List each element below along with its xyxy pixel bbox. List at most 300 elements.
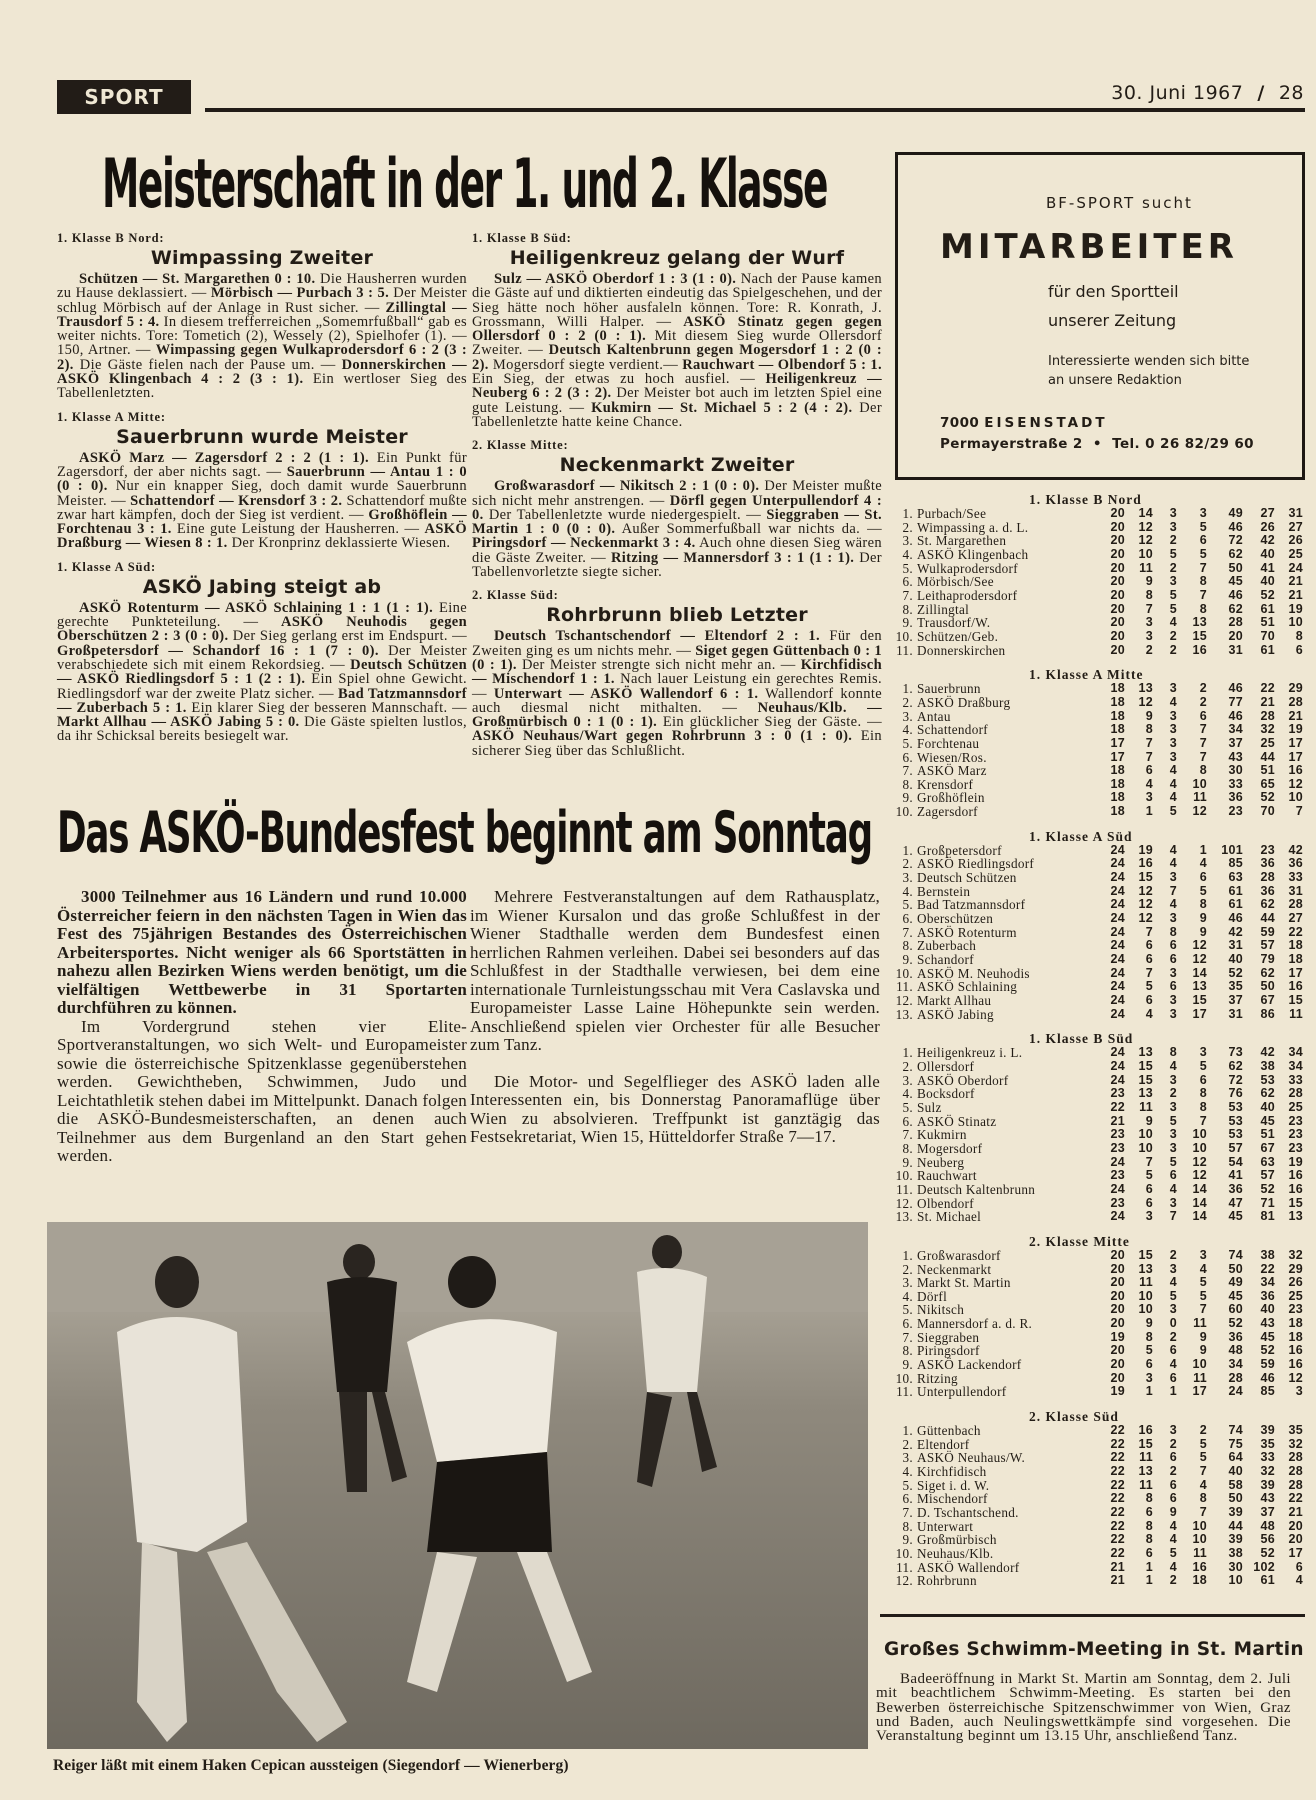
draws: 8 xyxy=(1169,924,1177,939)
match-report: Eine gute Leistung der Hausherren. — xyxy=(171,521,425,538)
table-row xyxy=(893,844,1307,858)
rank: 10. xyxy=(895,1168,913,1184)
points: 16 xyxy=(1288,1181,1303,1196)
rank: 1. xyxy=(902,681,913,697)
draws: 2 xyxy=(1169,1436,1177,1451)
games: 20 xyxy=(1110,1343,1125,1358)
losses: 11 xyxy=(1193,1545,1207,1560)
wins: 6 xyxy=(1145,993,1153,1007)
draws: 5 xyxy=(1169,1113,1177,1128)
wins: 5 xyxy=(1145,1168,1153,1183)
match-result: ASKÖ Marz — Zagersdorf 2 : 2 (1 : 1). xyxy=(79,449,370,466)
team: Schandorf xyxy=(917,952,974,968)
wins: 8 xyxy=(1145,1329,1153,1344)
goals-against: 38 xyxy=(1260,1247,1275,1262)
games: 24 xyxy=(1110,911,1125,926)
table-row xyxy=(893,1533,1307,1547)
team: Mogersdorf xyxy=(917,1140,983,1156)
team: ASKÖ Lackendorf xyxy=(917,1357,1022,1373)
goals-against: 52 xyxy=(1260,1181,1275,1196)
team: Trausdorf/W. xyxy=(917,615,991,631)
match-report: Nach lauer Leistung ein gerechtes Remis. — xyxy=(472,671,883,702)
table-row xyxy=(893,1506,1307,1520)
article-paragraph: Mehrere Festveranstaltungen auf dem Rathausplatz, im Wiener Kursalon und das große Schlußfest in der Wiener Stadthalle werden dem Bundesfest einen herrlichen Rahmen verleihen. Dabei sei besonders auf das Schlußfest in der Stadthalle verwiesen, bei dem eine internationale Turnleistungsschau mit Vera Caslavska und Europameister Lasse Laine Höhepunkte sein werden. Anschließend spielen vier Orchester für alle Besucher zum Tanz. xyxy=(470,887,880,1054)
games: 20 xyxy=(1110,587,1125,602)
league-table xyxy=(893,830,1307,1022)
rank: 10. xyxy=(895,1545,913,1561)
goals-for: 31 xyxy=(1228,1006,1243,1021)
team: Olbendorf xyxy=(917,1195,974,1211)
goals-against: 85 xyxy=(1260,1384,1275,1399)
draws: 6 xyxy=(1169,1370,1177,1385)
games: 24 xyxy=(1110,1072,1125,1087)
draws: 1 xyxy=(1169,1384,1177,1399)
draws: 4 xyxy=(1169,615,1177,630)
goals-for: 28 xyxy=(1228,1370,1243,1385)
games: 22 xyxy=(1110,1477,1125,1492)
table-row xyxy=(893,1197,1307,1211)
team: Krensdorf xyxy=(917,776,974,792)
losses: 7 xyxy=(1199,1464,1207,1479)
wins: 8 xyxy=(1145,1518,1153,1533)
wins: 12 xyxy=(1138,883,1153,898)
goals-against: 57 xyxy=(1260,1168,1275,1183)
table-title: 2. Klasse Süd xyxy=(1029,1409,1119,1425)
wins: 15 xyxy=(1138,1436,1153,1451)
match-result: ASKÖ Neuhodis gegen Oberschützen 2 : 3 (0 : 0). xyxy=(57,614,467,645)
games: 21 xyxy=(1110,1113,1125,1128)
goals-against: 39 xyxy=(1260,1477,1275,1492)
match-report: Der Tabellenvorletzte siegte sicher. xyxy=(472,549,882,581)
points: 25 xyxy=(1288,1288,1303,1303)
ad-intro: BF-SPORT sucht xyxy=(1046,194,1193,212)
games: 19 xyxy=(1110,1329,1125,1344)
draws: 0 xyxy=(1169,1316,1177,1331)
team: Großhöflein xyxy=(917,790,985,806)
losses: 4 xyxy=(1199,1477,1207,1492)
goals-for: 42 xyxy=(1228,924,1243,939)
goals-for: 57 xyxy=(1228,1140,1243,1155)
losses: 9 xyxy=(1199,924,1207,939)
wins: 2 xyxy=(1145,642,1153,657)
goals-for: 30 xyxy=(1228,763,1243,778)
losses: 6 xyxy=(1199,1072,1207,1087)
rank: 9. xyxy=(902,952,913,968)
points: 18 xyxy=(1288,1329,1303,1344)
games: 18 xyxy=(1110,776,1125,791)
losses: 5 xyxy=(1199,1450,1207,1465)
points: 34 xyxy=(1288,1045,1303,1060)
match-result: Neuhaus/Klb. — Großmürbisch 0 : 1 (0 : 1). xyxy=(472,699,882,731)
match-photo xyxy=(47,1222,868,1749)
games: 22 xyxy=(1110,1505,1125,1519)
team: St. Michael xyxy=(917,1209,982,1225)
games: 18 xyxy=(1110,694,1125,709)
asko-article-right xyxy=(470,888,880,1147)
goals-against: 71 xyxy=(1260,1195,1275,1210)
wins: 4 xyxy=(1145,1006,1153,1021)
match-result: Mörbisch — Purbach 3 : 5. xyxy=(210,285,390,302)
table-row xyxy=(893,1101,1307,1115)
wins: 12 xyxy=(1138,911,1153,926)
losses: 3 xyxy=(1199,1045,1207,1060)
wins: 10 xyxy=(1138,1127,1153,1142)
draws: 4 xyxy=(1169,1518,1177,1533)
goals-against: 34 xyxy=(1260,1275,1275,1290)
match-result: Siget gegen Güttenbach 0 : 1 (0 : 1). xyxy=(472,642,882,673)
match-result: Heiligenkreuz — Neuberg 6 : 2 (3 : 2). xyxy=(472,371,882,402)
goals-against: 27 xyxy=(1260,506,1275,520)
goals-for: 40 xyxy=(1228,952,1243,967)
points: 26 xyxy=(1288,533,1303,548)
result-section xyxy=(57,230,467,401)
goals-for: 52 xyxy=(1228,965,1243,980)
rank: 3. xyxy=(902,1450,913,1466)
draws: 6 xyxy=(1169,1343,1177,1358)
ad-line: an unsere Redaktion xyxy=(1048,373,1182,388)
table-row xyxy=(893,912,1307,926)
losses: 12 xyxy=(1192,952,1207,967)
team: Großmürbisch xyxy=(917,1532,997,1548)
rank: 2. xyxy=(902,694,913,710)
games: 18 xyxy=(1110,708,1125,723)
losses: 12 xyxy=(1192,804,1207,819)
team: Oberschützen xyxy=(917,911,994,927)
match-result: ASKÖ Stinatz gegen gegen Ollersdorf 0 : 2 (0 : 1). xyxy=(472,313,882,345)
table-row xyxy=(893,1046,1307,1060)
team: ASKÖ Marz xyxy=(917,763,987,779)
team: Schützen/Geb. xyxy=(917,628,999,644)
goals-against: 35 xyxy=(1260,1436,1275,1451)
team: ASKÖ Schlaining xyxy=(917,979,1018,995)
league-tables xyxy=(893,493,1307,1588)
match-result: Schützen — St. Margarethen 0 : 10. xyxy=(79,271,316,287)
games: 23 xyxy=(1110,1195,1125,1210)
goals-for: 53 xyxy=(1228,1127,1243,1142)
match-report: Ein klarer Sieg der besseren Mannschaft. — xyxy=(186,699,467,716)
wins: 7 xyxy=(1145,601,1153,616)
table-row xyxy=(893,696,1307,710)
draws: 2 xyxy=(1169,642,1177,657)
draws: 3 xyxy=(1169,574,1177,589)
goals-for: 63 xyxy=(1228,870,1243,885)
rank: 11. xyxy=(896,979,913,995)
team: Donnerskirchen xyxy=(917,642,1006,658)
goals-for: 20 xyxy=(1228,628,1243,643)
goals-against: 42 xyxy=(1260,1045,1275,1060)
article-paragraph: Die Motor- und Segelflieger des ASKÖ laden alle Interessenten ein, bis Donnerstag Panoramaflüge über Wien zu absolvieren. Treffpunkt ist ganztägig das Festsekretariat, Wien 15, Hütteldorfer Straße 7—17. xyxy=(470,1071,880,1146)
games: 20 xyxy=(1110,1261,1125,1276)
match-result: Donnerskirchen — ASKÖ Klingenbach 4 : 2 (3 : 1). xyxy=(57,356,467,388)
losses: 5 xyxy=(1199,883,1207,898)
match-result: Ritzing — Mannersdorf 3 : 1 (1 : 1). xyxy=(610,549,855,566)
rank: 6. xyxy=(902,1316,913,1332)
losses: 2 xyxy=(1199,681,1207,696)
goals-for: 62 xyxy=(1228,546,1243,561)
league-table xyxy=(893,493,1307,657)
points: 23 xyxy=(1288,1302,1303,1317)
losses: 8 xyxy=(1199,763,1207,778)
draws: 5 xyxy=(1169,1154,1177,1169)
games: 20 xyxy=(1110,546,1125,561)
draws: 4 xyxy=(1169,1559,1177,1574)
table-row xyxy=(893,885,1307,899)
league-table xyxy=(893,1032,1307,1224)
draws: 3 xyxy=(1169,1195,1177,1210)
losses: 6 xyxy=(1199,708,1207,723)
goals-against: 32 xyxy=(1260,1464,1275,1479)
goals-for: 46 xyxy=(1228,587,1243,602)
points: 17 xyxy=(1288,965,1303,980)
points: 17 xyxy=(1288,1545,1303,1560)
wins: 13 xyxy=(1138,1464,1153,1479)
losses: 16 xyxy=(1192,642,1207,657)
wins: 7 xyxy=(1145,965,1153,980)
draws: 2 xyxy=(1169,1329,1177,1344)
points: 23 xyxy=(1288,1127,1303,1142)
wins: 8 xyxy=(1145,1532,1153,1547)
table-row xyxy=(893,926,1307,940)
section-title: Sauerbrunn wurde Meister xyxy=(116,425,408,448)
wins: 3 xyxy=(1145,790,1153,805)
rank: 3. xyxy=(902,1072,913,1088)
points: 16 xyxy=(1288,763,1303,778)
goals-against: 28 xyxy=(1260,870,1275,885)
match-result: Schattendorf — Krensdorf 3 : 2. xyxy=(130,492,343,509)
draws: 4 xyxy=(1169,1181,1177,1196)
wins: 6 xyxy=(1145,1181,1153,1196)
goals-for: 49 xyxy=(1228,1275,1243,1290)
page-number: 28 xyxy=(1278,82,1304,104)
points: 33 xyxy=(1288,1072,1303,1087)
team: Siget i. d. W. xyxy=(917,1477,990,1493)
wins: 1 xyxy=(1145,1384,1153,1399)
games: 20 xyxy=(1110,560,1125,575)
wins: 8 xyxy=(1145,722,1153,737)
games: 24 xyxy=(1110,938,1125,953)
goals-against: 67 xyxy=(1260,993,1275,1007)
points: 32 xyxy=(1288,1247,1303,1262)
rank: 8. xyxy=(902,601,913,617)
losses: 6 xyxy=(1199,870,1207,885)
losses: 4 xyxy=(1199,1261,1207,1276)
result-section xyxy=(472,587,882,758)
goals-against: 52 xyxy=(1260,587,1275,602)
points: 25 xyxy=(1288,1099,1303,1114)
games: 20 xyxy=(1110,506,1125,520)
draws: 9 xyxy=(1169,1505,1177,1519)
games: 23 xyxy=(1110,1127,1125,1142)
goals-against: 52 xyxy=(1260,1545,1275,1560)
table-row xyxy=(893,1438,1307,1452)
points: 10 xyxy=(1288,615,1303,630)
rank: 11. xyxy=(896,642,913,658)
team: Bad Tatzmannsdorf xyxy=(917,897,1026,913)
team: Zuberbach xyxy=(917,938,977,954)
points: 33 xyxy=(1288,870,1303,885)
rank: 6. xyxy=(902,911,913,927)
wins: 6 xyxy=(1145,952,1153,967)
goals-for: 72 xyxy=(1228,1072,1243,1087)
draws: 2 xyxy=(1169,1247,1177,1262)
wins: 9 xyxy=(1145,1316,1153,1331)
page-header-date xyxy=(1111,82,1304,104)
table-row xyxy=(893,1169,1307,1183)
rank: 1. xyxy=(902,506,913,521)
losses: 5 xyxy=(1199,1288,1207,1303)
goals-for: 52 xyxy=(1228,1316,1243,1331)
draws: 6 xyxy=(1169,938,1177,953)
league-label: 2. Klasse Mitte: xyxy=(472,438,569,453)
rank: 6. xyxy=(902,1113,913,1129)
goals-for: 60 xyxy=(1228,1302,1243,1317)
goals-against: 28 xyxy=(1260,708,1275,723)
rank: 4. xyxy=(902,1086,913,1102)
goals-against: 62 xyxy=(1260,965,1275,980)
table-row xyxy=(893,857,1307,871)
points: 19 xyxy=(1288,722,1303,737)
goals-for: 85 xyxy=(1228,856,1243,871)
table-row xyxy=(893,1317,1307,1331)
losses: 8 xyxy=(1199,1099,1207,1114)
goals-against: 50 xyxy=(1260,979,1275,994)
section-title: Wimpassing Zweiter xyxy=(150,247,374,269)
games: 20 xyxy=(1110,1357,1125,1372)
goals-against: 22 xyxy=(1260,1261,1275,1276)
team: Zagersdorf xyxy=(917,804,978,820)
goals-for: 43 xyxy=(1228,749,1243,764)
team: Antau xyxy=(917,708,951,724)
draws: 7 xyxy=(1169,883,1177,898)
rank: 1. xyxy=(902,1247,913,1263)
games: 22 xyxy=(1110,1532,1125,1547)
team: Sulz xyxy=(917,1099,942,1115)
goals-against: 40 xyxy=(1260,546,1275,561)
draws: 5 xyxy=(1169,804,1177,819)
table-row xyxy=(893,1520,1307,1534)
points: 3 xyxy=(1295,1384,1303,1399)
rank: 13. xyxy=(895,1209,913,1225)
match-report: Der Meister schlug Mörbisch auf der Anlage in Rust sicher. — xyxy=(57,285,467,316)
table-row xyxy=(893,1479,1307,1493)
section-label: SPORT xyxy=(57,80,191,114)
draws: 4 xyxy=(1169,1357,1177,1372)
goals-against: 44 xyxy=(1260,911,1275,926)
team: Purbach/See xyxy=(917,506,987,521)
goals-for: 37 xyxy=(1228,993,1243,1007)
team: Leithaprodersdorf xyxy=(917,587,1018,603)
wins: 3 xyxy=(1145,628,1153,643)
draws: 6 xyxy=(1169,952,1177,967)
rank: 5. xyxy=(902,1477,913,1493)
points: 11 xyxy=(1289,1006,1303,1021)
losses: 14 xyxy=(1192,1209,1207,1224)
draws: 3 xyxy=(1169,519,1177,534)
goals-for: 58 xyxy=(1228,1477,1243,1492)
table-row xyxy=(893,1249,1307,1263)
table-row xyxy=(893,534,1307,548)
table-title: 2. Klasse Mitte xyxy=(1029,1233,1130,1249)
rank: 7. xyxy=(902,763,913,779)
team: Ollersdorf xyxy=(917,1058,975,1074)
goals-for: 36 xyxy=(1228,1181,1243,1196)
team: ASKÖ Wallendorf xyxy=(917,1559,1020,1575)
match-result: Großhöflein — Forchtenau 3 : 1. xyxy=(57,506,467,538)
goals-against: 70 xyxy=(1260,628,1275,643)
goals-against: 44 xyxy=(1260,749,1275,764)
points: 18 xyxy=(1288,938,1303,953)
games: 24 xyxy=(1110,1209,1125,1224)
wins: 12 xyxy=(1138,519,1153,534)
points: 34 xyxy=(1288,1058,1303,1073)
games: 20 xyxy=(1110,1302,1125,1317)
draws: 3 xyxy=(1169,681,1177,696)
draws: 2 xyxy=(1169,1573,1177,1588)
goals-against: 32 xyxy=(1260,722,1275,737)
rank: 8. xyxy=(902,938,913,954)
games: 18 xyxy=(1110,722,1125,737)
goals-for: 47 xyxy=(1228,1195,1243,1210)
losses: 7 xyxy=(1199,749,1207,764)
wins: 7 xyxy=(1145,749,1153,764)
draws: 5 xyxy=(1169,1545,1177,1560)
points: 28 xyxy=(1288,1464,1303,1479)
goals-for: 77 xyxy=(1228,694,1243,709)
points: 42 xyxy=(1288,842,1303,857)
goals-for: 24 xyxy=(1228,1384,1243,1399)
results-column-left xyxy=(57,222,467,744)
team: Unterpullendorf xyxy=(917,1384,1007,1400)
match-result: Deutsch Schützen — ASKÖ Riedlingsdorf 5 : 1 (2 : 1). xyxy=(57,656,467,688)
table-title: 1. Klasse A Süd xyxy=(1029,828,1133,844)
table-row xyxy=(893,953,1307,967)
wins: 12 xyxy=(1138,694,1153,709)
match-report: Der Tabellenletzte hatte keine Chance. xyxy=(472,399,883,430)
issue-date: 30. Juni 1967 xyxy=(1111,82,1244,104)
match-report: Für den Zweiten ging es um nichts mehr. — xyxy=(472,628,882,659)
rank: 2. xyxy=(902,519,913,535)
wins: 1 xyxy=(1145,1559,1153,1574)
rank: 5. xyxy=(902,1302,913,1318)
table-row xyxy=(893,603,1307,617)
match-result: Dörfl gegen Unterpullendorf 4 : 0. xyxy=(472,492,882,523)
draws: 2 xyxy=(1169,1464,1177,1479)
table-row xyxy=(893,1183,1307,1197)
section-text xyxy=(472,629,882,758)
wins: 3 xyxy=(1145,615,1153,630)
match-result: Rauchwart — Olbendorf 5 : 1. xyxy=(682,356,882,373)
losses: 14 xyxy=(1192,965,1207,980)
match-report: Wallendorf konnte auch diesmal nicht mithalten. — xyxy=(472,685,882,716)
team: ASKÖ Riedlingsdorf xyxy=(917,856,1035,872)
points: 31 xyxy=(1288,506,1303,520)
goals-against: 61 xyxy=(1260,1573,1275,1588)
table-title: 1. Klasse B Süd xyxy=(1029,1031,1134,1047)
games: 24 xyxy=(1110,856,1125,871)
goals-for: 54 xyxy=(1228,1154,1243,1169)
games: 24 xyxy=(1110,1154,1125,1169)
article-paragraph: Im Vordergrund stehen vier Elite-Sportveranstaltungen, wo sich Welt- und Europameister sowie die österreichische Spitzenklasse gegenüberstehen werden. Gewichtheben, Schwimmen, Judo und Leichtathletik stehen dabei im Mittelpunkt. Danach folgen die ASKÖ-Bundesmeisterschaften, an denen auch Teilnehmer aus dem Burgenland an den Start gehen werden. xyxy=(57,1016,467,1165)
points: 26 xyxy=(1288,1275,1303,1290)
team: Sauerbrunn xyxy=(917,681,981,697)
rank: 6. xyxy=(902,1491,913,1507)
separator: / xyxy=(1257,82,1265,104)
team: Heiligenkreuz i. L. xyxy=(917,1045,1023,1061)
games: 20 xyxy=(1110,642,1125,657)
match-report: Schattendorf mußte zwar hart kämpfen, doch der Sieg ist verdient. — xyxy=(57,492,467,523)
table-row xyxy=(893,1344,1307,1358)
goals-for: 33 xyxy=(1228,776,1243,791)
